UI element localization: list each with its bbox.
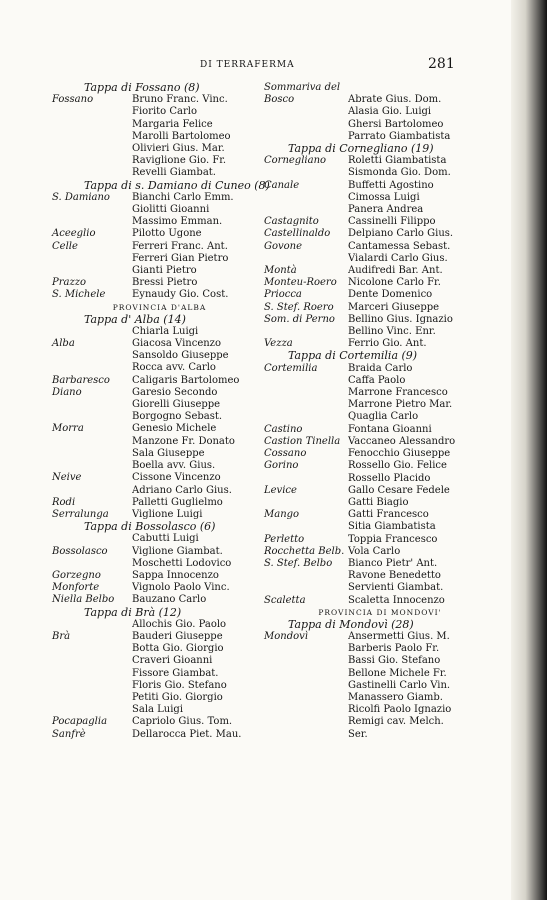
- place-name: Castellinaldo: [264, 228, 331, 240]
- person-name: Cassinelli Filippo: [348, 216, 436, 228]
- person-name: Ferreri Gian Pietro: [132, 252, 229, 264]
- person-name: Pilotto Ugone: [132, 228, 202, 240]
- person-name: Fontana Gioanni: [348, 423, 432, 435]
- list-item: [52, 558, 267, 570]
- person-name: Gastinelli Carlo Vin.: [348, 679, 451, 691]
- person-name: Raviglione Gio. Fr.: [132, 155, 227, 167]
- person-name: Botta Gio. Giorgio: [132, 643, 224, 655]
- list-item: [264, 668, 496, 680]
- list-item: [264, 534, 496, 546]
- person-name: Toppia Francesco: [348, 533, 438, 545]
- left-column: [52, 81, 270, 741]
- person-name: Marrone Francesco: [348, 387, 448, 399]
- person-name: Bianco Pietr' Ant.: [348, 557, 438, 569]
- place-name: Serralunga: [52, 508, 109, 520]
- list-item: [52, 106, 267, 118]
- person-name: Cabutti Luigi: [132, 533, 199, 545]
- person-name: Parrato Giambatista: [348, 130, 451, 142]
- list-item: [52, 204, 267, 216]
- person-name: Fissore Giambat.: [132, 667, 219, 679]
- person-name: Olivieri Gius. Mar.: [132, 143, 225, 155]
- list-item: [264, 704, 496, 716]
- place-name: Cortemilia: [264, 362, 318, 374]
- person-name: Margaria Felice: [132, 118, 213, 130]
- person-name: Revelli Giambat.: [132, 167, 216, 179]
- person-name: Audifredi Bar. Ant.: [348, 265, 443, 277]
- place-name: Castion Tinella: [264, 435, 341, 447]
- place-name: Mango: [264, 509, 300, 521]
- list-item: [52, 619, 267, 631]
- person-name: Vola Carlo: [348, 545, 401, 557]
- place-name: Aceeglio: [52, 228, 96, 240]
- person-name: Marolli Bartolomeo: [132, 130, 231, 142]
- person-name: Vignolo Paolo Vinc.: [132, 582, 230, 594]
- list-item: [52, 704, 267, 716]
- list-item: [52, 716, 267, 728]
- person-name: Craveri Gioanni: [132, 655, 213, 667]
- person-name: Barberis Paolo Fr.: [348, 643, 440, 655]
- person-name: Delpiano Carlo Gius.: [348, 228, 454, 240]
- place-name: Govone: [264, 240, 303, 252]
- page-edge-shadow: [511, 0, 547, 900]
- list-item: [52, 460, 267, 472]
- place-name: Fossano: [52, 94, 94, 106]
- person-name: Servienti Giambat.: [348, 582, 444, 594]
- list-item: [52, 119, 267, 131]
- list-item: [52, 668, 267, 680]
- list-item: [264, 204, 496, 216]
- list-item: [264, 314, 496, 326]
- person-name: Cissone Vincenzo: [132, 472, 221, 484]
- list-item: [264, 399, 496, 411]
- person-name: Sappa Innocenzo: [132, 569, 219, 581]
- place-name: Monteu-Roero: [264, 277, 337, 289]
- list-item: [264, 509, 496, 521]
- list-item: [264, 289, 496, 301]
- provincia-heading: PROVINCIA D'ALBA: [112, 302, 207, 312]
- list-item: [52, 362, 267, 374]
- place-name: S. Michele: [52, 289, 106, 301]
- place-name: Brà: [52, 630, 71, 642]
- place-name: Sanfrè: [52, 728, 86, 740]
- person-name: Gianti Pietro: [132, 265, 197, 277]
- place-name: Bossolasco: [52, 545, 108, 557]
- person-name: Cimossa Luigi: [348, 191, 420, 203]
- list-item: [264, 643, 496, 655]
- person-name: Alasia Gio. Luigi: [348, 106, 432, 118]
- person-name: Rocca avv. Carlo: [132, 362, 216, 374]
- list-item: [52, 729, 267, 741]
- list-item: [52, 253, 267, 265]
- place-name: Niella Belbo: [52, 594, 115, 606]
- list-item: [264, 655, 496, 667]
- list-item: [52, 582, 267, 594]
- person-name: Giacosa Vincenzo: [132, 338, 221, 350]
- list-item: [264, 424, 496, 436]
- list-item: [52, 631, 267, 643]
- page-number: 281: [428, 56, 455, 72]
- place-name: Rocchetta Belb.: [264, 545, 345, 557]
- place-name: Barbaresco: [52, 374, 110, 386]
- person-name: Sansoldo Giuseppe: [132, 350, 229, 362]
- person-name: Cantamessa Sebast.: [348, 240, 451, 252]
- tappa-heading: Tappa di Bossolasco (6): [84, 520, 216, 534]
- person-name: Genesio Michele: [132, 423, 217, 435]
- tappa-heading: Tappa di Mondovì (28): [288, 617, 414, 631]
- list-item: [52, 277, 267, 289]
- person-name: Vialardi Carlo Gius.: [348, 252, 448, 264]
- place-name: Priocca: [264, 289, 302, 301]
- person-name: Bellino Gius. Ignazio: [348, 313, 453, 325]
- list-item: [264, 363, 496, 375]
- person-name: Rossello Gio. Felice: [348, 460, 447, 472]
- place-name: Som. di Perno: [264, 313, 335, 325]
- list-item: [264, 241, 496, 253]
- list-item: [264, 521, 496, 533]
- person-name: Rossello Placido: [348, 472, 431, 484]
- list-item: [264, 155, 496, 167]
- place-name: Gorino: [264, 460, 299, 472]
- person-name: Adriano Carlo Gius.: [132, 484, 232, 496]
- person-name: Manzone Fr. Donato: [132, 435, 235, 447]
- person-name: Caligaris Bartolomeo: [132, 374, 240, 386]
- place-name: Morra: [52, 423, 84, 435]
- list-item: [264, 387, 496, 399]
- list-item: [264, 692, 496, 704]
- list-item: [264, 460, 496, 472]
- person-name: Dente Domenico: [348, 289, 433, 301]
- person-name: Eynaudy Gio. Cost.: [132, 289, 229, 301]
- person-name: Braida Carlo: [348, 362, 413, 374]
- list-item: [264, 326, 496, 338]
- list-item: [264, 277, 496, 289]
- person-name: Scaletta Innocenzo: [348, 594, 445, 606]
- list-item: [52, 436, 267, 448]
- person-name: Fiorito Carlo: [132, 106, 197, 118]
- list-item: [52, 423, 267, 435]
- list-item: [52, 94, 267, 106]
- person-name: Viglione Luigi: [132, 508, 203, 520]
- running-head: DI TERRAFERMA: [200, 60, 295, 70]
- tappa-heading: Tappa d' Alba (14): [84, 312, 186, 326]
- person-name: Capriolo Gius. Tom.: [132, 716, 233, 728]
- list-item: [264, 631, 496, 643]
- list-item: [52, 350, 267, 362]
- tappa-heading: Tappa di Cornegliano (19): [288, 142, 434, 156]
- list-item: [52, 216, 267, 228]
- place-name: Mondovì: [264, 630, 308, 642]
- person-name: Chiarla Luigi: [132, 325, 199, 337]
- person-name: Marrone Pietro Mar.: [348, 399, 453, 411]
- place-name: Alba: [52, 338, 75, 350]
- list-item: [52, 338, 267, 350]
- person-name: Marceri Giuseppe: [348, 301, 440, 313]
- person-name: Boella avv. Gius.: [132, 460, 216, 472]
- list-item: [264, 558, 496, 570]
- list-item: [52, 411, 267, 423]
- place-name: S. Stef. Roero: [264, 301, 334, 313]
- tappa-heading: Tappa di Brà (12): [84, 605, 182, 619]
- place-name: Castino: [264, 423, 303, 435]
- person-name: Caffa Paolo: [348, 374, 406, 386]
- tappa-heading: Tappa di Fossano (8): [84, 81, 200, 94]
- person-name: Sitia Giambatista: [348, 521, 436, 533]
- list-item: [52, 655, 267, 667]
- person-name: Ricolfi Paolo Ignazio: [348, 704, 452, 716]
- list-item: [52, 448, 267, 460]
- person-name: Viglione Giambat.: [132, 545, 223, 557]
- list-item: [52, 387, 267, 399]
- list-item: [52, 546, 267, 558]
- place-name: Diano: [52, 386, 82, 398]
- list-item: [52, 472, 267, 484]
- list-item: [52, 570, 267, 582]
- person-name: Petiti Gio. Giorgio: [132, 691, 223, 703]
- list-item: [264, 485, 496, 497]
- list-item: [264, 582, 496, 594]
- person-name: Vaccaneo Alessandro: [348, 435, 456, 447]
- person-name: Borgogno Sebast.: [132, 411, 223, 423]
- person-name: Garesio Secondo: [132, 386, 218, 398]
- place-name: Neive: [52, 472, 82, 484]
- place-name: S. Stef. Belbo: [264, 557, 333, 569]
- place-name: Cornegliano: [264, 155, 327, 167]
- list-item: [264, 192, 496, 204]
- list-item: [264, 473, 496, 485]
- person-name: Gallo Cesare Fedele: [348, 484, 450, 496]
- person-name: Bianchi Carlo Emm.: [132, 191, 234, 203]
- place-name: Bosco: [264, 94, 295, 106]
- list-item: [264, 106, 496, 118]
- list-item: [264, 680, 496, 692]
- person-name: Remigi cav. Melch.: [348, 716, 444, 728]
- list-item: [52, 326, 267, 338]
- list-item: [264, 253, 496, 265]
- place-name: Levice: [264, 484, 297, 496]
- tappa-heading: Tappa di Cortemilia (9): [288, 349, 418, 363]
- list-item: [264, 570, 496, 582]
- person-name: Nicolone Carlo Fr.: [348, 277, 441, 289]
- person-name: Giolitti Gioanni: [132, 204, 210, 216]
- list-item: [52, 143, 267, 155]
- place-name: Gorzegno: [52, 569, 101, 581]
- person-name: Sismonda Gio. Dom.: [348, 167, 451, 179]
- place-name: Vezza: [264, 338, 293, 350]
- right-column: [264, 82, 496, 741]
- place-name: Celle: [52, 240, 78, 252]
- person-name: Bassi Gio. Stefano: [348, 655, 441, 667]
- person-name: Palletti Guglielmo: [132, 496, 223, 508]
- person-name: Fenocchio Giuseppe: [348, 448, 451, 460]
- person-name: Sala Luigi: [132, 704, 184, 716]
- person-name: Allochis Gio. Paolo: [132, 618, 227, 630]
- list-item: [52, 265, 267, 277]
- person-name: Bruno Franc. Vinc.: [132, 94, 228, 106]
- place-name: Pocapaglia: [52, 716, 108, 728]
- person-name: Ghersi Bartolomeo: [348, 118, 444, 130]
- list-item: [264, 180, 496, 192]
- list-item: [52, 241, 267, 253]
- tappa-heading: Tappa di s. Damiano di Cuneo (8): [84, 178, 270, 192]
- list-item: [52, 167, 267, 179]
- provincia-heading: PROVINCIA DI MONDOVI': [318, 607, 442, 617]
- list-item: [52, 594, 267, 606]
- list-item: [52, 155, 267, 167]
- list-item: [264, 119, 496, 131]
- list-item: [264, 302, 496, 314]
- list-item: [264, 448, 496, 460]
- list-item: [52, 485, 267, 497]
- list-item: [52, 228, 267, 240]
- list-item: [52, 533, 267, 545]
- list-item: [52, 692, 267, 704]
- person-name: Bauzano Carlo: [132, 594, 207, 606]
- person-name: Gatti Francesco: [348, 509, 429, 521]
- list-item: [264, 497, 496, 509]
- place-name: Sommariva del: [264, 82, 341, 93]
- place-name: Perletto: [264, 533, 305, 545]
- list-item: [264, 716, 496, 728]
- person-name: Buffetti Agostino: [348, 179, 434, 191]
- list-item: [52, 375, 267, 387]
- person-name: Bauderi Giuseppe: [132, 630, 223, 642]
- person-name: Ferreri Franc. Ant.: [132, 240, 228, 252]
- list-item: [264, 167, 496, 179]
- place-name: Rodi: [52, 496, 76, 508]
- person-name: Moschetti Lodovico: [132, 557, 232, 569]
- person-name: Quaglia Carlo: [348, 411, 419, 423]
- place-name: Canale: [264, 179, 300, 191]
- person-name: Panera Andrea: [348, 204, 424, 216]
- list-item: [52, 643, 267, 655]
- list-item: [264, 546, 496, 558]
- list-item: [52, 131, 267, 143]
- place-name: Montà: [264, 265, 297, 277]
- person-name: Bellino Vinc. Enr.: [348, 326, 436, 338]
- list-item: [264, 436, 496, 448]
- list-item: [264, 375, 496, 387]
- person-name: Ser.: [348, 728, 368, 740]
- person-name: Roletti Giambatista: [348, 155, 447, 167]
- list-item: [52, 497, 267, 509]
- place-name: Prazzo: [52, 277, 87, 289]
- place-name: Monforte: [52, 582, 100, 594]
- list-item: [264, 228, 496, 240]
- list-item: [264, 265, 496, 277]
- list-item: [264, 729, 496, 741]
- person-name: Giorelli Giuseppe: [132, 399, 221, 411]
- place-name: Castagnito: [264, 216, 319, 228]
- person-name: Ravone Benedetto: [348, 570, 441, 582]
- list-item: [264, 411, 496, 423]
- place-name: S. Damiano: [52, 191, 110, 203]
- place-name: Cossano: [264, 448, 307, 460]
- person-name: Sala Giuseppe: [132, 447, 205, 459]
- person-name: Bressi Pietro: [132, 277, 198, 289]
- person-name: Dellarocca Piet. Mau.: [132, 728, 242, 740]
- person-name: Massimo Emman.: [132, 216, 223, 228]
- list-item: [264, 216, 496, 228]
- list-item: [52, 289, 267, 301]
- person-name: Ferrio Gio. Ant.: [348, 338, 427, 350]
- person-name: Gatti Biagio: [348, 496, 409, 508]
- person-name: Ansermetti Gius. M.: [348, 630, 450, 642]
- list-item: [52, 680, 267, 692]
- person-name: Floris Gio. Stefano: [132, 679, 227, 691]
- list-item: [264, 82, 496, 94]
- list-item: [264, 94, 496, 106]
- list-item: [52, 192, 267, 204]
- place-name: Scaletta: [264, 594, 306, 606]
- person-name: Abrate Gius. Dom.: [348, 94, 442, 106]
- list-item: [264, 595, 496, 607]
- person-name: Bellone Michele Fr.: [348, 667, 447, 679]
- person-name: Manassero Giamb.: [348, 691, 443, 703]
- list-item: [52, 399, 267, 411]
